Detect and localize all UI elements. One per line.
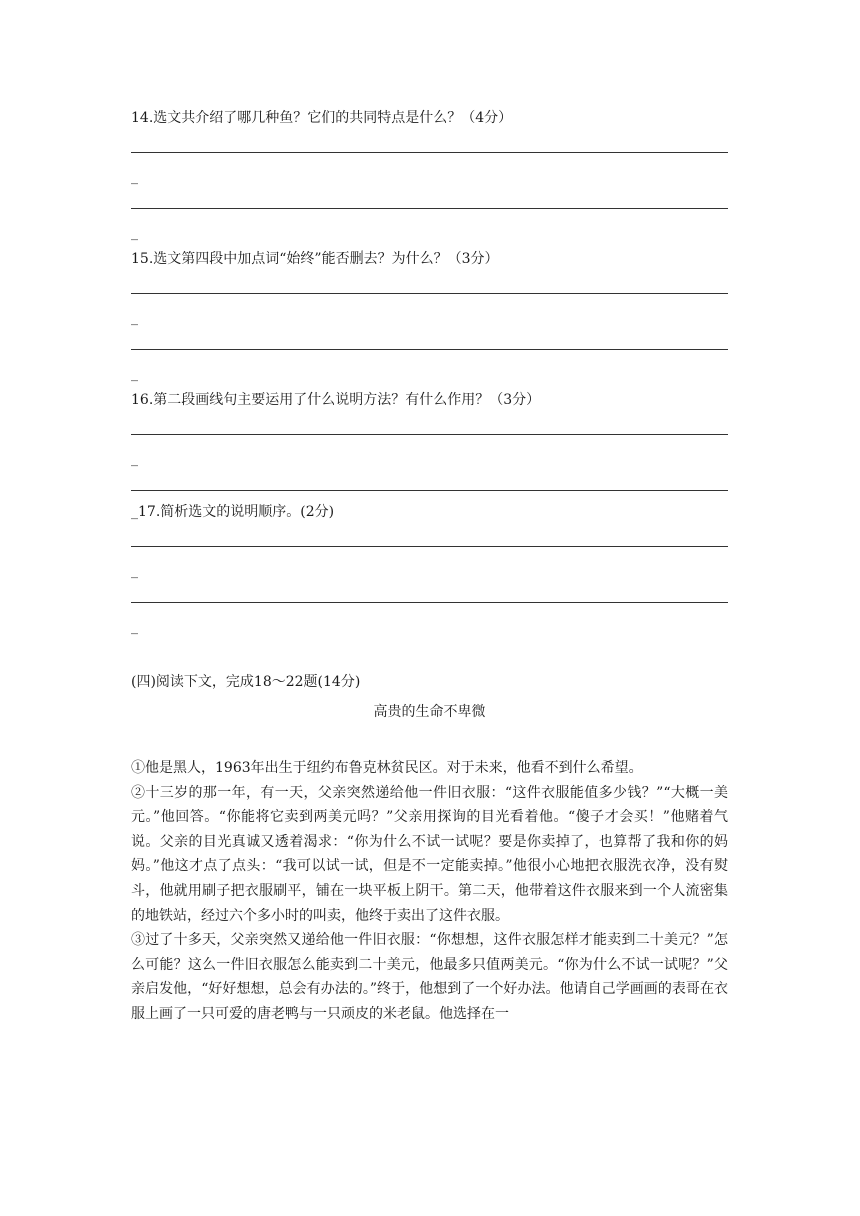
answer-line-tail: _ — [131, 451, 138, 467]
section-heading: (四)阅读下文，完成18～22题(14分) — [131, 674, 361, 690]
paragraph-2: ②十三岁的那一年，有一天，父亲突然递给他一件旧衣服：“这件衣服能值多少钱？”“大概一美元。”他回答。“你能将它卖到两美元吗？”父亲用探询的目光看着他。“傻子才会买！”他赌着气说。父亲的目光真诚又透着渴求：“你为什么不试一试呢？要是你卖掉了，也算帮了我和你的妈妈。”他这才点了点头：“我可以试一试，但是不一定能卖掉。”他很小心地把衣服洗衣净，没有熨斗，他就用刷子把衣服刷平，铺在一块平板上阴干。第二天，他带着这件衣服来到一个人流密集的地铁站，经过六个多小时的叫卖，他终于卖出了这件衣服。 — [131, 784, 728, 924]
answer-line-tail: _ — [131, 225, 138, 241]
answer-line-tail: _ — [131, 619, 138, 635]
answer-line-tail: _ — [131, 563, 138, 579]
answer-line-tail: _ — [131, 310, 138, 326]
answer-line-tail: _ — [131, 169, 138, 185]
passage-body — [131, 756, 728, 1027]
answer-line — [131, 208, 728, 209]
paragraph-1: ①他是黑人，1963年出生于纽约布鲁克林贫民区。对于未来，他看不到什么希望。 — [131, 760, 643, 776]
question-17-text: 17.简析选文的说明顺序。(2分) — [138, 504, 335, 520]
answer-line — [131, 490, 728, 491]
answer-line-tail: _ — [131, 504, 138, 520]
answer-line — [131, 152, 728, 153]
answer-line — [131, 602, 728, 603]
answer-line — [131, 434, 728, 435]
question-15: 15.选文第四段中加点词“始终”能否删去？为什么？（3分） — [131, 251, 499, 267]
answer-line-tail: _ — [131, 366, 138, 382]
answer-line — [131, 293, 728, 294]
answer-line — [131, 349, 728, 350]
question-17 — [131, 503, 334, 521]
passage-title: 高贵的生命不卑微 — [373, 704, 486, 720]
question-14: 14.选文共介绍了哪几种鱼？它们的共同特点是什么？（4分） — [131, 110, 513, 126]
paragraph-3: ③过了十多天，父亲突然又递给他一件旧衣服：“你想想，这件衣服怎样才能卖到二十美元？”怎么可能？这么一件旧衣服怎么能卖到二十美元，他最多只值两美元。“你为什么不试一试呢？”父亲启发他，“好好想想，总会有办法的。”终于，他想到了一个好办法。他请自己学画画的表哥在衣服上画了一只可爱的唐老鸭与一只顽皮的米老鼠。他选择在一 — [131, 932, 728, 1022]
answer-line — [131, 546, 728, 547]
question-16: 16.第二段画线句主要运用了什么说明方法？有什么作用？（3分） — [131, 392, 541, 408]
